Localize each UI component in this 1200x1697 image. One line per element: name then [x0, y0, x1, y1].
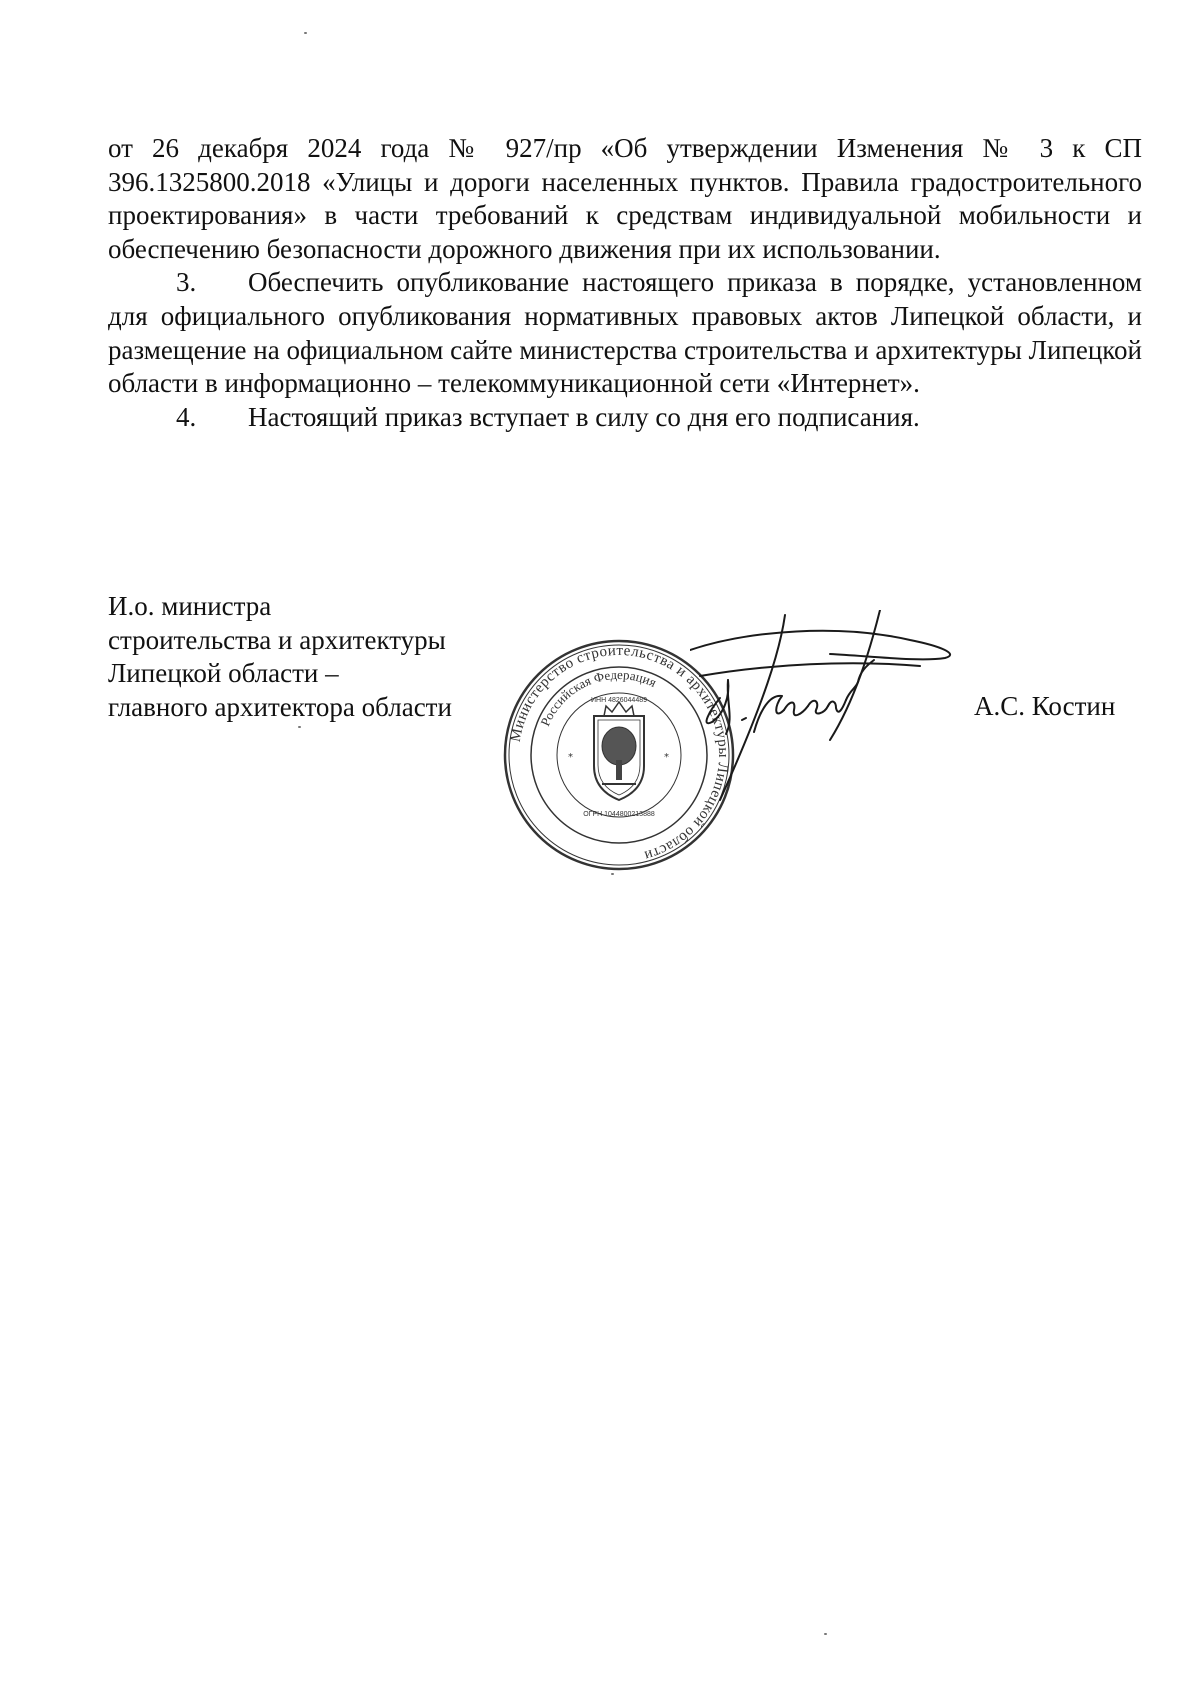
position-line: главного архитектора области: [108, 691, 452, 722]
document-body: [108, 132, 1142, 434]
list-item-text: Настоящий приказ вступает в силу со дня его подписания.: [248, 401, 920, 432]
paragraph-continuation: от 26 декабря 2024 года № 927/пр «Об утверждении Изменения № 3 к СП 396.1325800.2018 «Улицы и дороги населенных пунктов. Правила градостроительного проектирования» в части требований к средствам индивидуальной мобильности и обеспечению безопасности дорожного движения при их использовании.: [108, 133, 1142, 264]
position-line: строительства и архитектуры: [108, 624, 446, 655]
stamp-outer-text: Министерство строительства и архитектуры Липецкой области: [507, 642, 732, 864]
stamp-inner-text: Российская Федерация: [537, 666, 659, 729]
scan-speck: [298, 726, 301, 728]
signer-name: А.С. Костин: [974, 691, 1116, 721]
position-line: Липецкой области –: [108, 658, 339, 689]
list-item-3: [108, 266, 1142, 400]
svg-text:*: *: [664, 752, 669, 763]
signer-position: [108, 590, 452, 724]
scan-speck: [824, 1633, 827, 1635]
scan-speck: [304, 32, 307, 34]
position-line: И.о. министра: [108, 591, 272, 621]
handwritten-signature: [690, 610, 990, 810]
list-item-text: Обеспечить опубликование настоящего приказа в порядке, установленном для официального опубликования нормативных правовых актов Липецкой области, и размещение на официальном сайте министерства строительства и архитектуры Липецкой области в информационно – телекоммуникационной сети «Интернет».: [108, 267, 1142, 399]
list-item-4: [108, 401, 1142, 435]
stamp-ogrn: ОГРН 1044800213888: [583, 811, 655, 818]
scan-speck: [611, 873, 614, 875]
stamp-inn: ИНН 4826044489: [590, 697, 648, 704]
list-item-number: 4.: [176, 401, 197, 432]
svg-text:*: *: [568, 752, 573, 763]
coat-of-arms-icon: [594, 702, 644, 800]
list-item-number: 3.: [176, 267, 197, 298]
